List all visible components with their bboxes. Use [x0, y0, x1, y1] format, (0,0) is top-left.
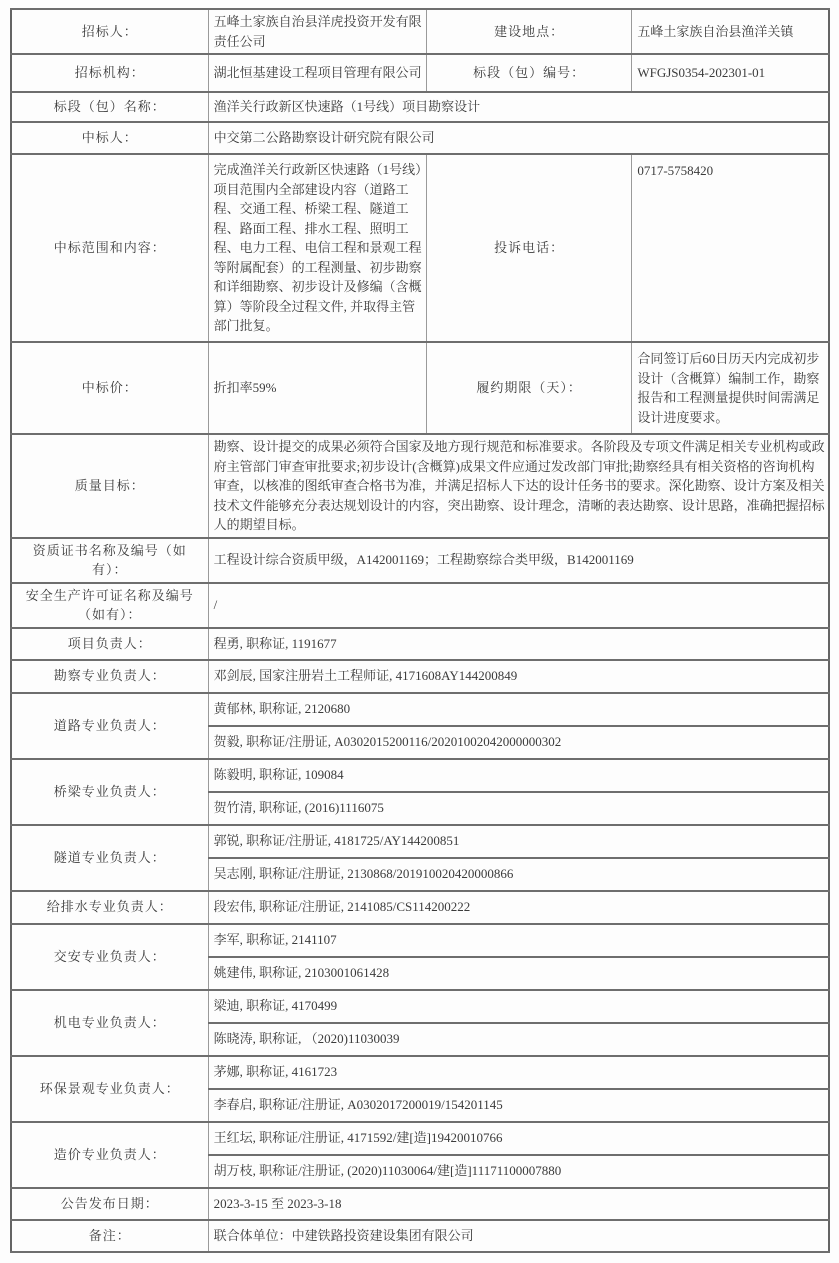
scope-value: 完成渔洋关行政新区快速路（1号线）项目范围内全部建设内容（道路工程、交通工程、桥梁工程、隧道工程、路面工程、排水工程、照明工程、电力工程、电信工程和景观工程等附属配套）的工程测量、初步勘察和详细勘察、初步设计及修编（含概算）等阶段全过程文件, 并取得主管部门批复。: [208, 154, 426, 342]
bid-price-value: 折扣率59%: [208, 342, 426, 434]
electromech-leader-value-2: 陈晓涛, 职称证, （2020)11030039: [208, 1023, 829, 1056]
table-row: [11, 9, 829, 54]
table-row: [11, 154, 829, 342]
traffic-safety-leader-value-2: 姚建伟, 职称证, 2103001061428: [208, 957, 829, 990]
tenderer-value: 五峰土家族自治县洋虎投资开发有限责任公司: [208, 9, 426, 54]
landscape-leader-value-1: 茅娜, 职称证, 4161723: [208, 1056, 829, 1089]
location-label: 建设地点：: [427, 9, 632, 54]
table-row: [11, 891, 829, 924]
section-name-label: 标段（包）名称：: [11, 92, 208, 122]
road-leader-value-2: 贺毅, 职称证/注册证, A0302015200116/20201002042000000302: [208, 726, 829, 759]
project-leader-label: 项目负责人：: [11, 628, 208, 660]
remark-value: 联合体单位：中建铁路投资建设集团有限公司: [208, 1220, 829, 1252]
quality-goal-label: 质量目标：: [11, 434, 208, 538]
electromech-leader-value-1: 梁迪, 职称证, 4170499: [208, 990, 829, 1023]
qualification-value: 工程设计综合资质甲级，A142001169；工程勘察综合类甲级，B142001169: [208, 538, 829, 583]
section-name-value: 渔洋关行政新区快速路（1号线）项目勘察设计: [208, 92, 829, 122]
tunnel-leader-value-2: 吴志刚, 职称证/注册证, 2130868/201910020420000866: [208, 858, 829, 891]
agency-label: 招标机构：: [11, 54, 208, 92]
quality-goal-value: 勘察、设计提交的成果必须符合国家及地方现行规范和标准要求。各阶段及专项文件满足相关专业机构或政府主管部门审查审批要求;初步设计(含概算)成果文件应通过发改部门审批;勘察经具有相关资格的咨询机构审查，以核准的图纸审查合格书为准，并满足招标人下达的设计任务书的要求。深化勘察、设计方案及相关技术文件能够充分表达规划设计的内容，突出勘察、设计理念，清晰的表达勘察、设计思路，准确把握招标人的期望目标。: [208, 434, 829, 538]
table-row: [11, 122, 829, 154]
table-row: [11, 825, 829, 858]
table-row: [11, 759, 829, 792]
project-leader-value: 程勇, 职称证, 1191677: [208, 628, 829, 660]
table-row: [11, 628, 829, 660]
tunnel-leader-value-1: 郭锐, 职称证/注册证, 4181725/AY144200851: [208, 825, 829, 858]
performance-period-label: 履约期限（天）：: [427, 342, 632, 434]
complaint-phone-label: 投诉电话：: [427, 154, 632, 342]
road-leader-label: 道路专业负责人：: [11, 693, 208, 759]
complaint-phone-value: 0717-5758420: [632, 154, 829, 342]
table-row: [11, 1220, 829, 1252]
tunnel-leader-label: 隧道专业负责人：: [11, 825, 208, 891]
table-row: [11, 342, 829, 434]
section-no-value: WFGJS0354-202301-01: [632, 54, 829, 92]
table-row: [11, 434, 829, 538]
publish-date-label: 公告发布日期：: [11, 1188, 208, 1220]
section-no-label: 标段（包）编号：: [427, 54, 632, 92]
table-row: [11, 538, 829, 583]
bid-result-table: [10, 8, 830, 1253]
winner-value: 中交第二公路勘察设计研究院有限公司: [208, 122, 829, 154]
drainage-leader-value: 段宏伟, 职称证/注册证, 2141085/CS114200222: [208, 891, 829, 924]
table-row: [11, 990, 829, 1023]
landscape-leader-value-2: 李春启, 职称证/注册证, A0302017200019/154201145: [208, 1089, 829, 1122]
safety-license-label: 安全生产许可证名称及编号（如有）：: [11, 583, 208, 628]
landscape-leader-label: 环保景观专业负责人：: [11, 1056, 208, 1122]
electromech-leader-label: 机电专业负责人：: [11, 990, 208, 1056]
cost-leader-value-2: 胡万枝, 职称证/注册证, (2020)11030064/建[造]11171100007880: [208, 1155, 829, 1188]
table-row: [11, 583, 829, 628]
table-row: [11, 1122, 829, 1155]
cost-leader-value-1: 王红坛, 职称证/注册证, 4171592/建[造]19420010766: [208, 1122, 829, 1155]
remark-label: 备注：: [11, 1220, 208, 1252]
performance-period-value: 合同签订后60日历天内完成初步设计（含概算）编制工作，勘察报告和工程测量提供时间需满足设计进度要求。: [632, 342, 829, 434]
survey-leader-label: 勘察专业负责人：: [11, 660, 208, 693]
traffic-safety-leader-value-1: 李军, 职称证, 2141107: [208, 924, 829, 957]
survey-leader-value: 邓剑辰, 国家注册岩土工程师证, 4171608AY144200849: [208, 660, 829, 693]
bid-price-label: 中标价：: [11, 342, 208, 434]
bridge-leader-label: 桥梁专业负责人：: [11, 759, 208, 825]
location-value: 五峰土家族自治县渔洋关镇: [632, 9, 829, 54]
table-row: [11, 1188, 829, 1220]
table-row: [11, 693, 829, 726]
table-row: [11, 1056, 829, 1089]
agency-value: 湖北恒基建设工程项目管理有限公司: [208, 54, 426, 92]
scope-label: 中标范围和内容：: [11, 154, 208, 342]
table-row: [11, 54, 829, 92]
bridge-leader-value-2: 贺竹清, 职称证, (2016)1116075: [208, 792, 829, 825]
qualification-label: 资质证书名称及编号（如有）：: [11, 538, 208, 583]
cost-leader-label: 造价专业负责人：: [11, 1122, 208, 1188]
drainage-leader-label: 给排水专业负责人：: [11, 891, 208, 924]
table-row: [11, 660, 829, 693]
tenderer-label: 招标人：: [11, 9, 208, 54]
road-leader-value-1: 黄郁林, 职称证, 2120680: [208, 693, 829, 726]
table-row: [11, 924, 829, 957]
safety-license-value: /: [208, 583, 829, 628]
bridge-leader-value-1: 陈毅明, 职称证, 109084: [208, 759, 829, 792]
publish-date-value: 2023-3-15 至 2023-3-18: [208, 1188, 829, 1220]
winner-label: 中标人：: [11, 122, 208, 154]
traffic-safety-leader-label: 交安专业负责人：: [11, 924, 208, 990]
table-row: [11, 92, 829, 122]
